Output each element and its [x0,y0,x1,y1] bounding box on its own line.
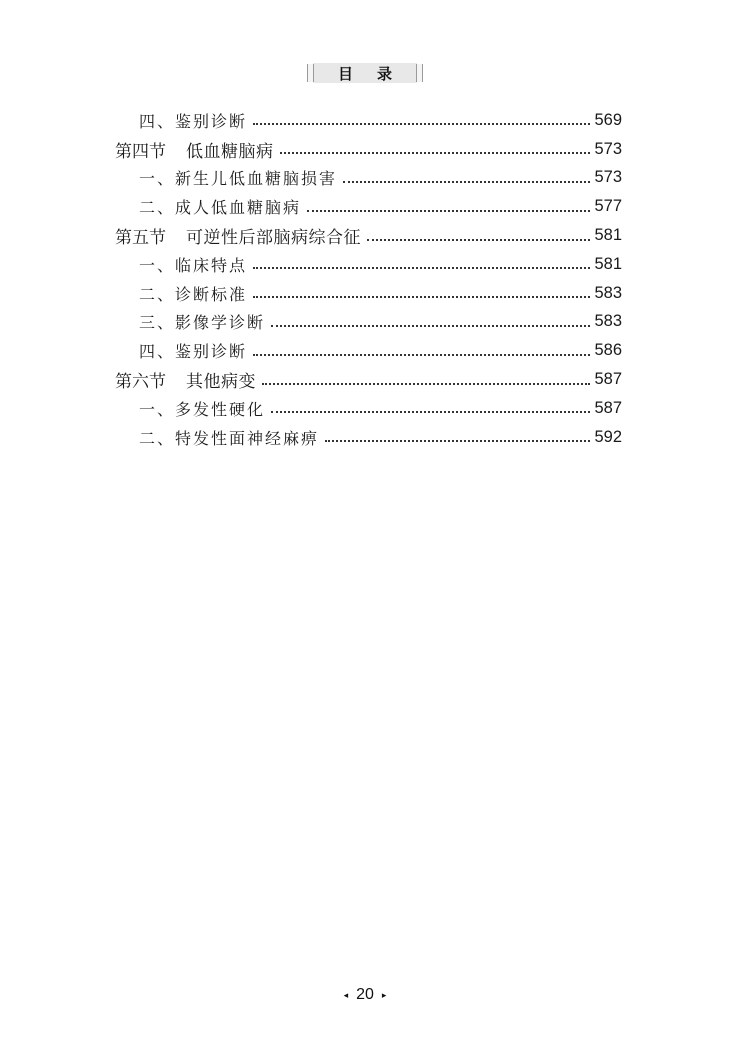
toc-entry[interactable] [115,192,622,221]
toc-entry-title: 二、成人低血糖脑病 [139,198,302,218]
toc-page-number: 587 [594,398,622,417]
dot-leader [262,383,590,385]
dot-leader [253,267,590,269]
toc-page-number: 587 [594,370,622,389]
toc-entry[interactable] [115,164,622,193]
page-footer [0,986,730,1004]
page-number: 20 [356,986,374,1003]
header-title: 目录 [337,64,416,83]
dot-leader [280,152,591,154]
toc-section-number: 第六节 [115,372,166,393]
dot-leader [325,440,590,442]
dot-leader [367,239,590,241]
toc-page-number: 573 [594,168,622,187]
dot-leader [343,181,590,183]
toc-page-number: 581 [594,254,622,273]
toc-entry[interactable] [115,336,622,365]
toc-entry[interactable] [115,308,622,337]
dot-leader [253,354,590,356]
toc-entry-title: 二、特发性面神经麻痹 [139,428,320,448]
toc-page-number: 592 [594,427,622,446]
toc-section-title: 其他病变 [186,372,256,393]
toc-section[interactable] [115,365,622,394]
toc-entry[interactable] [115,394,622,423]
toc-page-number: 577 [594,197,622,216]
page-header [0,62,730,84]
toc-section-number: 第五节 [115,228,166,249]
dot-leader [307,210,590,212]
toc-page-number: 581 [594,226,622,245]
toc-page-number: 586 [594,341,622,360]
toc-entry[interactable] [115,423,622,452]
toc-page-number: 573 [594,139,622,158]
header-title-box [313,63,417,83]
toc-entry-title: 四、鉴别诊断 [139,342,248,362]
toc-entry[interactable] [115,250,622,279]
right-arrow-icon: ▸ [381,989,387,1000]
toc-section[interactable] [115,221,622,250]
left-arrow-icon: ◂ [343,989,349,1000]
dot-leader [253,123,590,125]
toc-section-title: 可逆性后部脑病综合征 [186,228,361,249]
toc-section-number: 第四节 [115,141,166,162]
toc-entry[interactable] [115,279,622,308]
toc-page-number: 569 [594,110,622,129]
toc-entry[interactable] [115,106,622,135]
dot-leader [271,411,590,413]
toc-page-number: 583 [594,283,622,302]
toc-entry-title: 三、影像学诊断 [139,313,266,333]
toc-entry-title: 一、多发性硬化 [139,399,266,419]
toc-section[interactable] [115,135,622,164]
toc-entry-title: 一、临床特点 [139,255,248,275]
toc-entry-title: 四、鉴别诊断 [139,111,248,131]
toc-page-number: 583 [594,312,622,331]
table-of-contents [115,106,622,452]
toc-entry-title: 一、新生儿低血糖脑损害 [139,169,338,189]
toc-section-title: 低血糖脑病 [186,141,274,162]
dot-leader [271,325,590,327]
dot-leader [253,296,590,298]
toc-entry-title: 二、诊断标准 [139,284,248,304]
